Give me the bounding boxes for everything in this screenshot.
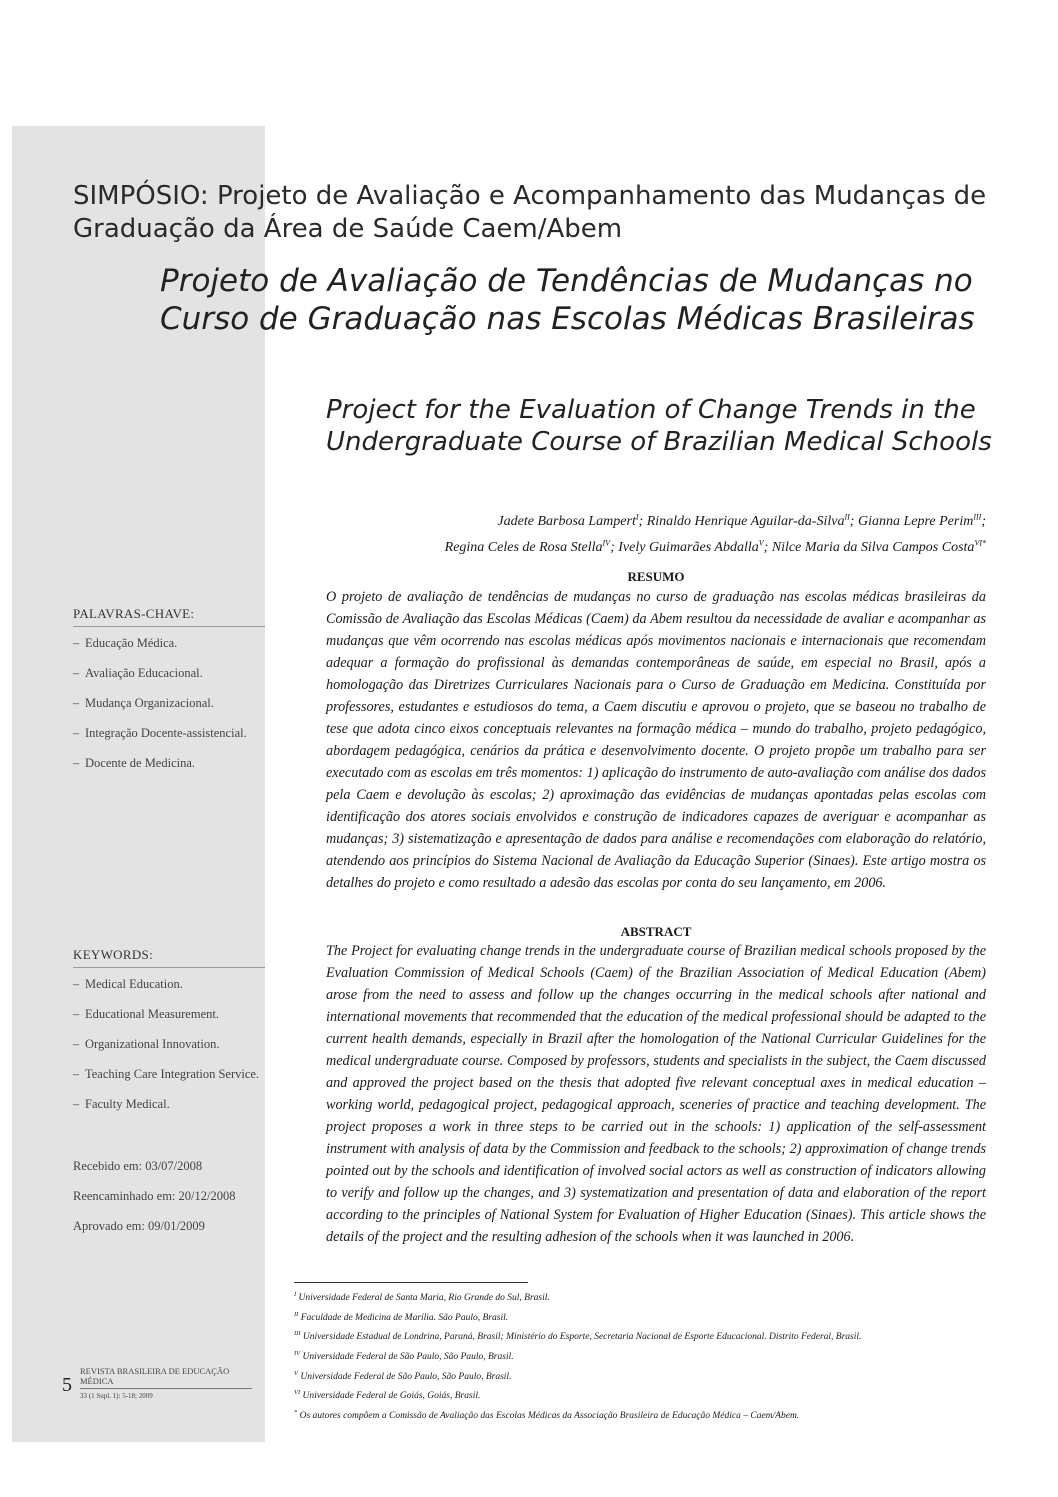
keyword-item: – Mudança Organizacional. bbox=[73, 696, 214, 710]
footnote-divider bbox=[294, 1282, 528, 1283]
palavras-chave-title: PALAVRAS-CHAVE: bbox=[73, 606, 195, 621]
keyword-item: – Integração Docente-assistencial. bbox=[73, 726, 247, 740]
article-title-english: Project for the Evaluation of Change Trends in the Undergraduate Course of Brazilian Medical Schools bbox=[326, 395, 992, 457]
footnote: $^{IV}$ Universidade Federal de São Paulo, São Paulo, Brasil. bbox=[294, 1349, 514, 1363]
resumo-text: O projeto de avaliação de tendências de mudanças no curso de graduação nas escolas médicas brasileiras da Comissão de Avaliação das Escolas Médicas (Caem) da Abem resultou da necessidade de avaliar e acompanhar as mudanças que vêm ocorrendo nas escolas médicas após movimentos nacionais e internacionais que recomendam adequar a formação do profissional às demandas contemporâneas de saúde, em especial no Brasil, após a homologação das Diretrizes Curriculares Nacionais para o Curso de Graduação em Medicina. Constituída por professores, estudantes e estudiosos do tema, a Caem discutiu e aprovou o projeto, que se baseou no trabalho de tese que adota cinco eixos conceptuais relevantes na formação médica – mundo do trabalho, projeto pedagógico, abordagem pedagógica, cenários da prática e desenvolvimento docente. O projeto propõe um trabalho para ser executado com as escolas em três momentos: 1) aplicação do instrumento de auto-avaliação com análise dos dados pela Caem e devolução às escolas; 2) aproximação das evidências de mudanças apontadas pelas escolas com identificação dos atores sociais envolvidos e construção de indicadores capazes de averiguar e acompanhar as mudanças; 3) sistematização e apresentação de dados para análise e recomendações com elaboração do relatório, atendendo aos princípios do Sistema Nacional de Avaliação da Educação Superior (Sinaes). Este artigo mostra os detalhes do projeto e como resultado a adesão das escolas por conta do seu lançamento, em 2006. bbox=[326, 589, 986, 891]
symposium-title: SIMPÓSIO: Projeto de Avaliação e Acompanhamento das Mudanças de Graduação da Área de Saúde Caem/Abem bbox=[73, 181, 987, 244]
divider bbox=[73, 967, 265, 968]
submission-dates bbox=[73, 1158, 265, 1248]
author: Ively Guimarães Abdalla$^V$; bbox=[618, 538, 772, 556]
journal-footer bbox=[80, 1366, 252, 1400]
abstract-text: The Project for evaluating change trends in the undergraduate course of Brazilian medical schools proposed by the Evaluation Commission of Medical Schools (Caem) of the Brazilian Association of Medical Education (Abem) arose from the need to assess and follow up the changes occurring in the medical schools after national and international movements that recommended that the education of the medical professional should be adapted to the current health demands, especially in Brazil after the homologation of the National Curricular Guidelines for the medical undergraduate course. Composed by professors, students and specialists in the subject, the Caem discussed and approved the project based on the thesis that adopted five relevant conceptual axes in medical education – working world, pedagogical project, pedagogical approach, sceneries of practice and teaching development. The project proposes a work in three steps to be carried out in the schools: 1) application of the self-assessment instrument with analysis of data by the Commission and feedback to the schools; 2) approximation of change trends pointed out by the schools and identification of involved social actors as well as construction of indicators allowing to verify and follow up the changes, and 3) systematization and presentation of data and elaboration of the report according to the principles of National System for Evaluation of Higher Education (Sinaes). This article shows the details of the project and the resulting adhesion of the schools when it was launched in 2006. bbox=[326, 943, 986, 1245]
keyword-item: – Medical Education. bbox=[73, 977, 183, 991]
keyword-item: – Faculty Medical. bbox=[73, 1097, 170, 1111]
palavras-chave-section bbox=[73, 606, 265, 785]
resumo-heading: RESUMO bbox=[627, 569, 685, 584]
abstract-heading: ABSTRACT bbox=[620, 924, 692, 939]
forwarded-date: Reencaminhado em: 20/12/2008 bbox=[73, 1189, 236, 1203]
approved-date: Aprovado em: 09/01/2009 bbox=[73, 1219, 205, 1233]
footnote: * Os autores compõem a Comissão de Avaliação das Escolas Médicas da Associação Brasileira de Educação Médica – Caem/Abem. bbox=[294, 1408, 800, 1422]
author: Regina Celes de Rosa Stella$^{IV}$; bbox=[444, 538, 619, 556]
author: Gianna Lepre Perim$^{III}$; bbox=[857, 512, 986, 529]
journal-name: REVISTA BRASILEIRA DE EDUCAÇÃO MÉDICA bbox=[80, 1366, 230, 1386]
footnote: $^{III}$ Universidade Estadual de Londrina, Paraná, Brasil; Ministério do Esporte, Secretaria Nacional de Esporte Educacional. Distrito Federal, Brasil. bbox=[294, 1330, 862, 1343]
article-title-portuguese: Projeto de Avaliação de Tendências de Mudanças no Curso de Graduação nas Escolas Médicas Brasileiras bbox=[160, 263, 975, 337]
author: Nilce Maria da Silva Campos Costa$^{VI*}$ bbox=[771, 538, 986, 556]
author-list bbox=[300, 506, 986, 559]
keyword-item: – Docente de Medicina. bbox=[73, 756, 196, 770]
journal-reference: 33 (1 Supl. 1): 5-18; 2009 bbox=[80, 1392, 153, 1400]
divider bbox=[80, 1388, 252, 1389]
keywords-title: KEYWORDS: bbox=[73, 947, 153, 962]
divider bbox=[73, 626, 265, 627]
keyword-item: – Educational Measurement. bbox=[73, 1007, 219, 1021]
page-number: 5 bbox=[62, 1374, 72, 1396]
footnote: $^V$ Universidade Federal de São Paulo, São Paulo, Brasil. bbox=[294, 1369, 512, 1382]
footnote: $^I$ Universidade Federal de Santa Maria, Rio Grande do Sul, Brasil. bbox=[294, 1291, 550, 1304]
footnote: $^{VI}$ Universidade Federal de Goiás, Goiás, Brasil. bbox=[294, 1389, 481, 1402]
keyword-item: – Teaching Care Integration Service. bbox=[73, 1067, 260, 1081]
author: Jadete Barbosa Lampert$^I$; bbox=[497, 512, 647, 529]
footnote: $^{II}$ Faculdade de Medicina de Marília. São Paulo, Brasil. bbox=[294, 1310, 509, 1323]
keyword-item: – Avaliação Educacional. bbox=[73, 666, 203, 680]
received-date: Recebido em: 03/07/2008 bbox=[73, 1159, 203, 1173]
keywords-section bbox=[73, 947, 265, 1126]
author: Rinaldo Henrique Aguilar-da-Silva$^{II}$; bbox=[646, 512, 858, 529]
keyword-item: – Educação Médica. bbox=[73, 636, 178, 650]
keyword-item: – Organizational Innovation. bbox=[73, 1037, 220, 1051]
footnotes bbox=[294, 1287, 1034, 1425]
